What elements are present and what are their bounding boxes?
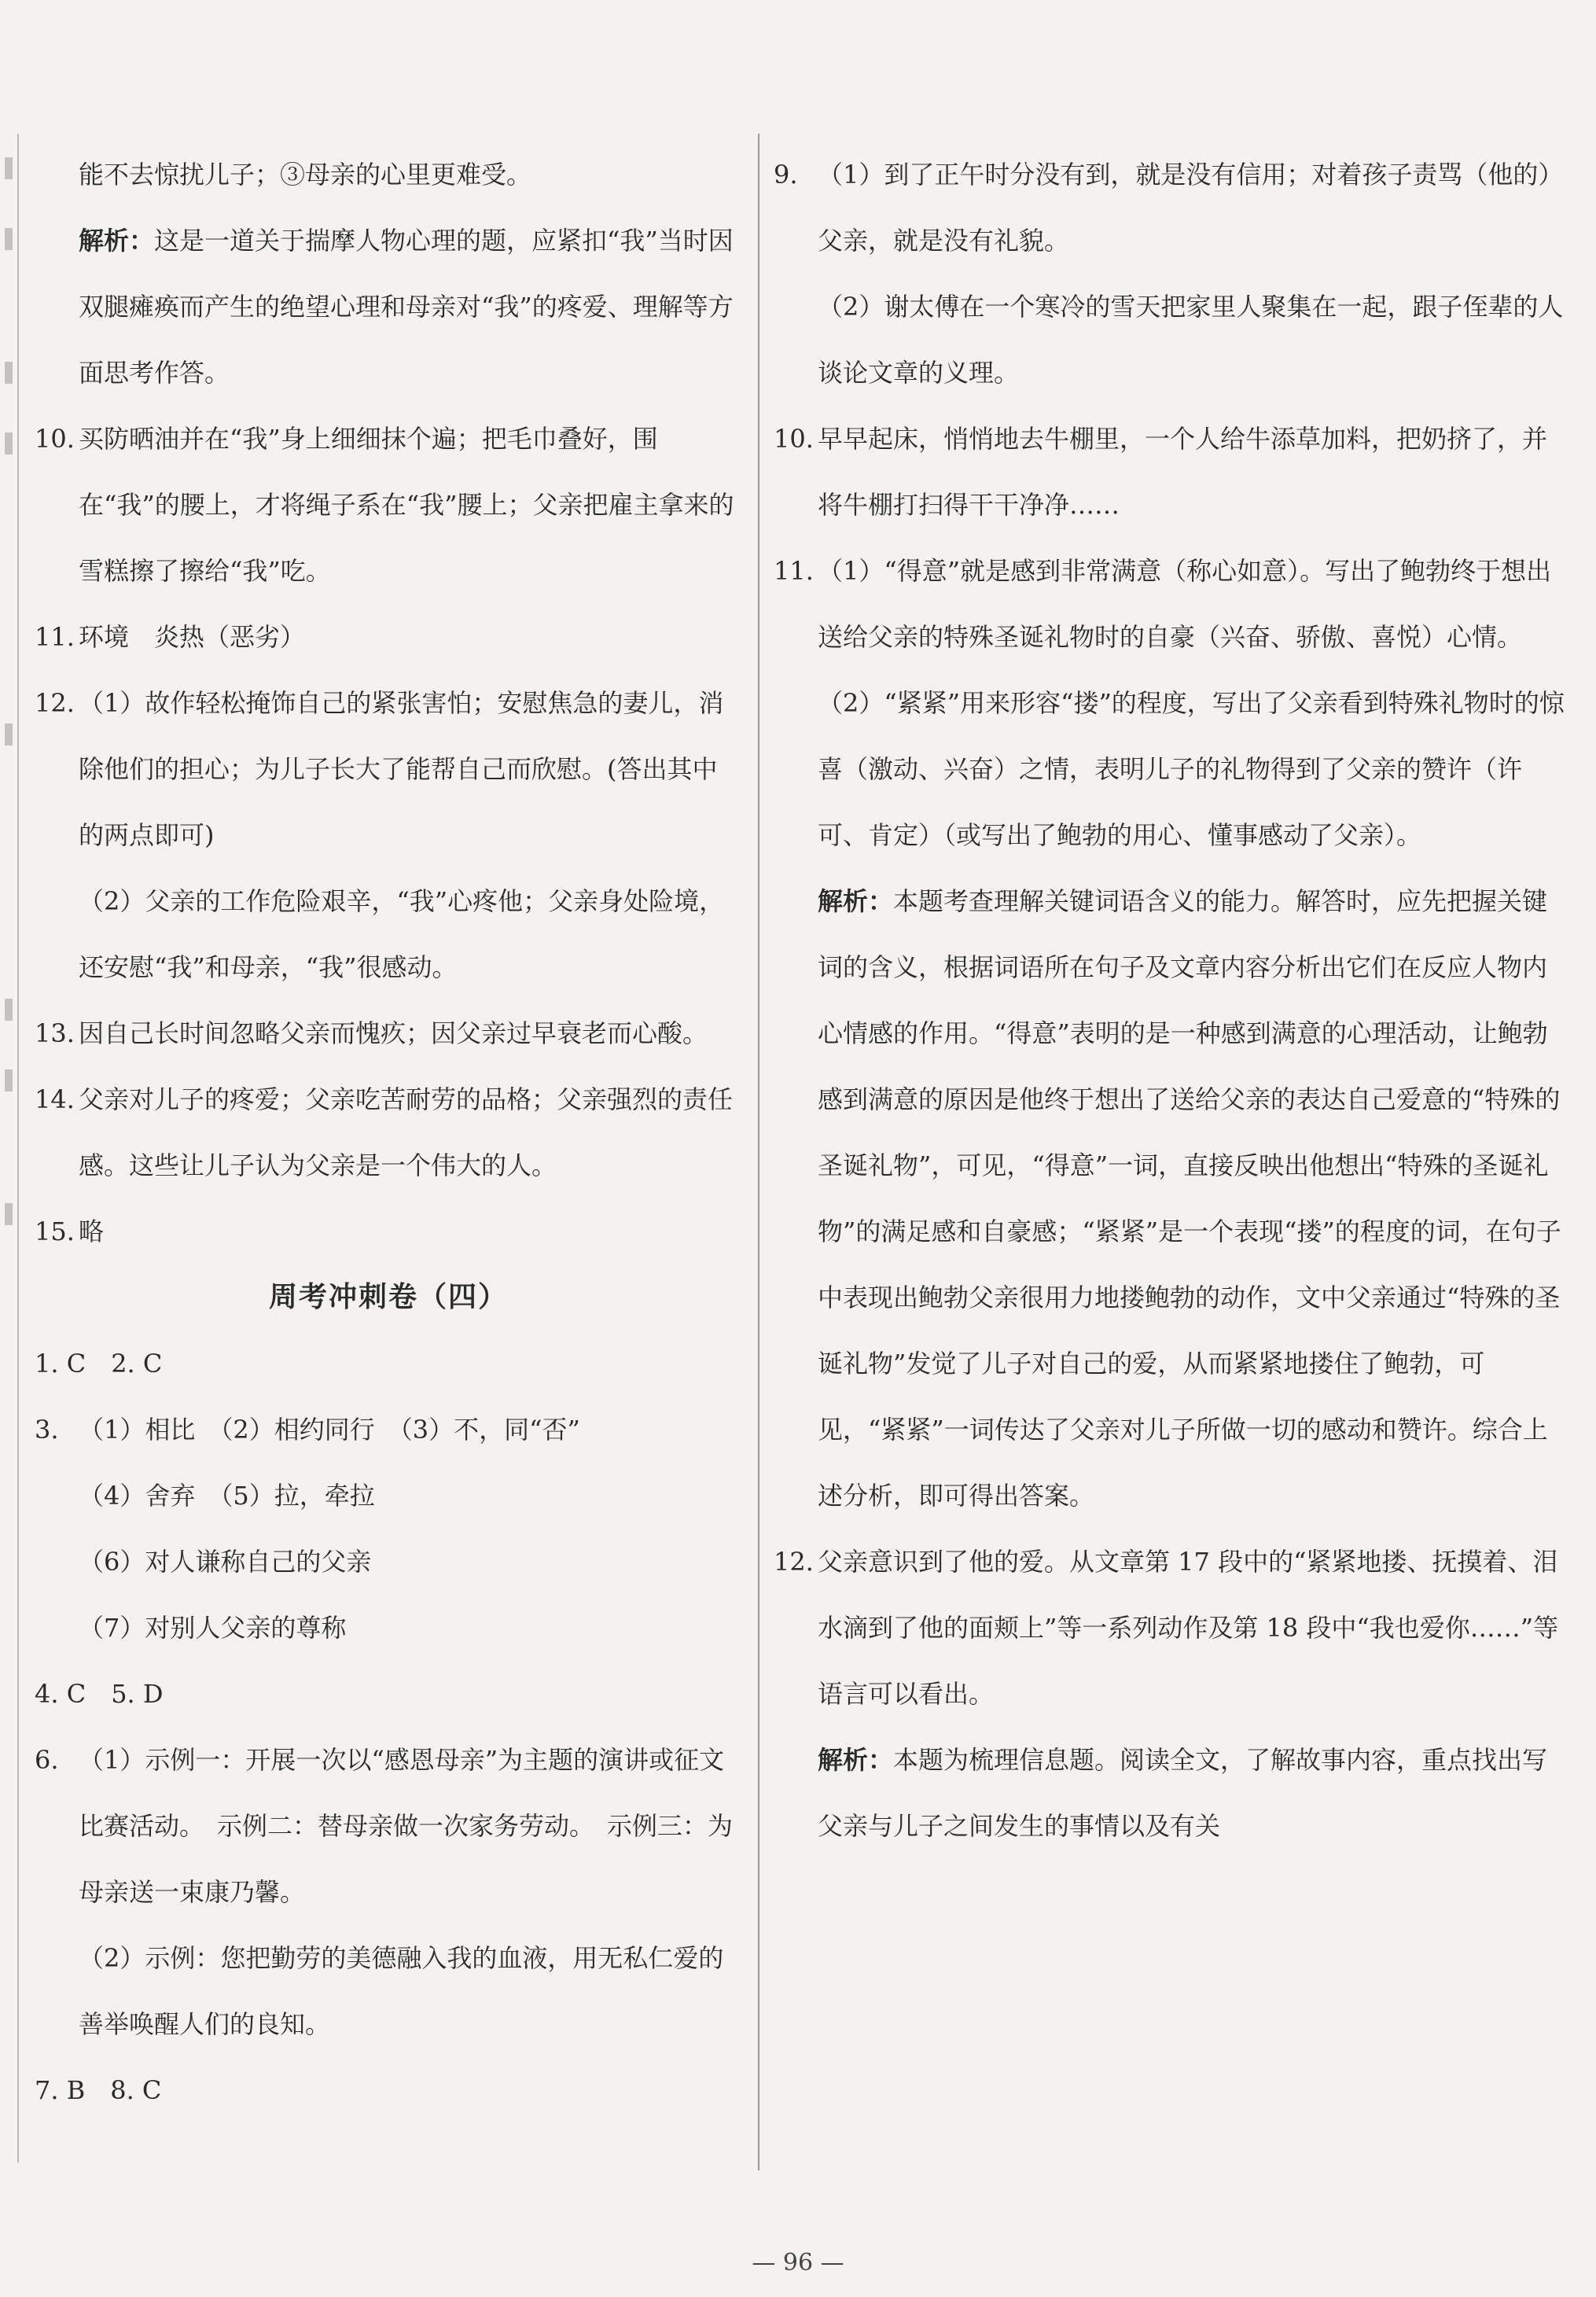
page-number: — 96 — <box>752 2249 844 2277</box>
continued-line: 能不去惊扰儿子；③母亲的心里更难受。 <box>79 160 532 190</box>
right-column <box>774 142 1568 1859</box>
answer-11 <box>774 538 1568 670</box>
answer-4-5: 4. C 5. D <box>35 1679 164 1709</box>
question-number: 11. <box>35 622 75 652</box>
answer-11 <box>35 604 742 670</box>
answer-1-2: 1. C 2. C <box>35 1349 163 1379</box>
edge-mark <box>5 1203 13 1225</box>
question-number: 6. <box>35 1745 59 1775</box>
page-edge-binding <box>0 126 17 1227</box>
question-number: 3. <box>35 1415 59 1445</box>
answer-text: （1）到了正午时分没有到，就是没有信用；对着孩子责骂（他的）父亲，就是没有礼貌。 <box>818 160 1564 256</box>
answer-6-part-2: （2）示例：您把勤劳的美德融入我的血液，用无私仁爱的善举唤醒人们的良知。 <box>79 1943 724 2039</box>
answer-12 <box>35 670 742 868</box>
answer-3-part-b: （4）舍弃 （5）拉，牵拉 <box>79 1481 375 1511</box>
question-number: 15. <box>35 1217 75 1246</box>
edge-mark <box>5 157 13 179</box>
answer-text: （1）“得意”就是感到非常满意（称心如意）。写出了鲍勃终于想出送给父亲的特殊圣诞礼物时的自豪（兴奋、骄傲、喜悦）心情。 <box>818 556 1552 652</box>
answer-text: （1）示例一：开展一次以“感恩母亲”为主题的演讲或征文比赛活动。 示例二：替母亲做一次家务劳动。 示例三：为母亲送一束康乃馨。 <box>79 1745 734 1907</box>
answer-9-part-2: （2）谢太傅在一个寒冷的雪天把家里人聚集在一起，跟子侄辈的人谈论文章的义理。 <box>818 292 1564 388</box>
question-number: 12. <box>774 1547 814 1577</box>
analysis-label: 解析： <box>79 226 155 256</box>
answer-3-part-c: （6）对人谦称自己的父亲 <box>79 1547 372 1577</box>
edge-mark <box>5 999 13 1021</box>
question-number: 14. <box>35 1084 75 1114</box>
answer-11-part-2: （2）“紧紧”用来形容“搂”的程度，写出了父亲看到特殊礼物时的惊喜（激动、兴奋）之情，表明儿子的礼物得到了父亲的赞许（许可、肯定）（或写出了鲍勃的用心、懂事感动了父亲）。 <box>818 688 1565 850</box>
analysis-text: 本题考查理解关键词语含义的能力。解答时，应先把握关键词的含义，根据词语所在句子及文章内容分析出它们在反应人物内心情感的作用。“得意”表明的是一种感到满意的心理活动，让鲍勃感到满意的原因是他终于想出了送给父亲的表达自己爱意的“特殊的圣诞礼物”，可见，“得意”一词，直接反映出他想出“特殊的圣诞礼物”的满足感和自豪感；“紧紧”是一个表现“搂”的程度的词，在句子中表现出鲍勃父亲很用力地搂鲍勃的动作，文中父亲通过“特殊的圣诞礼物”发觉了儿子对自己的爱，从而紧紧地搂住了鲍勃，可见，“紧紧”一词传达了父亲对儿子所做一切的感动和赞许。综合上述分析，即可得出答案。 <box>818 886 1561 1511</box>
edge-mark <box>5 433 13 455</box>
question-number: 11. <box>774 556 814 586</box>
answer-text: 父亲意识到了他的爱。从文章第 17 段中的“紧紧地搂、抚摸着、泪水滴到了他的面颊上”等一系列动作及第 18 段中“我也爱你……”等语言可以看出。 <box>818 1547 1559 1709</box>
answer-text: 买防晒油并在“我”身上细细抹个遍；把毛巾叠好，围在“我”的腰上，才将绳子系在“我”腰上；父亲把雇主拿来的雪糕擦了擦给“我”吃。 <box>79 424 734 586</box>
left-margin-rule <box>17 134 19 2163</box>
question-number: 12. <box>35 688 75 718</box>
left-column <box>35 142 742 2123</box>
answer-text: 略 <box>79 1217 105 1246</box>
answer-12-part-2: （2）父亲的工作危险艰辛，“我”心疼他；父亲身处险境，还安慰“我”和母亲，“我”很感动。 <box>79 886 725 982</box>
column-divider <box>758 134 759 2170</box>
question-number: 10. <box>35 424 75 454</box>
edge-mark <box>5 1069 13 1091</box>
question-number: 10. <box>774 424 814 454</box>
analysis-text: 本题为梳理信息题。阅读全文，了解故事内容，重点找出写父亲与儿子之间发生的事情以及有关 <box>818 1745 1548 1841</box>
edge-mark <box>5 723 13 745</box>
answer-10 <box>774 406 1568 538</box>
answer-13 <box>35 1000 742 1066</box>
analysis-text: 这是一道关于揣摩人物心理的题，应紧扣“我”当时因双腿瘫痪而产生的绝望心理和母亲对“我”的疼爱、理解等方面思考作答。 <box>79 226 734 388</box>
edge-mark <box>5 228 13 250</box>
answer-text: 因自己长时间忽略父亲而愧疚；因父亲过早衰老而心酸。 <box>79 1018 708 1048</box>
analysis-paragraph <box>774 868 1568 1529</box>
answer-text: （1）故作轻松掩饰自己的紧张害怕；安慰焦急的妻儿，消除他们的担心；为儿子长大了能帮自己而欣慰。(答出其中的两点即可) <box>79 688 724 850</box>
answer-9 <box>774 142 1568 274</box>
answer-15 <box>35 1198 742 1264</box>
answer-text: 环境 炎热（恶劣） <box>79 622 306 652</box>
analysis-label: 解析： <box>818 1745 894 1775</box>
answer-12 <box>774 1529 1568 1727</box>
question-number: 13. <box>35 1018 75 1048</box>
answer-14 <box>35 1066 742 1198</box>
answer-10 <box>35 406 742 604</box>
answer-text: 父亲对儿子的疼爱；父亲吃苦耐劳的品格；父亲强烈的责任感。这些让儿子认为父亲是一个伟大的人。 <box>79 1084 734 1180</box>
answer-7-8: 7. B 8. C <box>35 2075 162 2105</box>
analysis-label: 解析： <box>818 886 894 916</box>
answer-3-part-d: （7）对别人父亲的尊称 <box>79 1613 347 1643</box>
analysis-paragraph <box>35 208 742 406</box>
edge-mark <box>5 362 13 384</box>
answer-3 <box>35 1397 742 1463</box>
analysis-paragraph <box>774 1727 1568 1859</box>
answer-text: （1）相比 （2）相约同行 （3）不，同“否” <box>79 1415 580 1445</box>
section-title: 周考冲刺卷（四） <box>268 1281 508 1313</box>
answer-text: 早早起床，悄悄地去牛棚里，一个人给牛添草加料，把奶挤了，并将牛棚打扫得干干净净…… <box>818 424 1548 520</box>
question-number: 9. <box>774 160 798 190</box>
answer-6 <box>35 1727 742 1925</box>
